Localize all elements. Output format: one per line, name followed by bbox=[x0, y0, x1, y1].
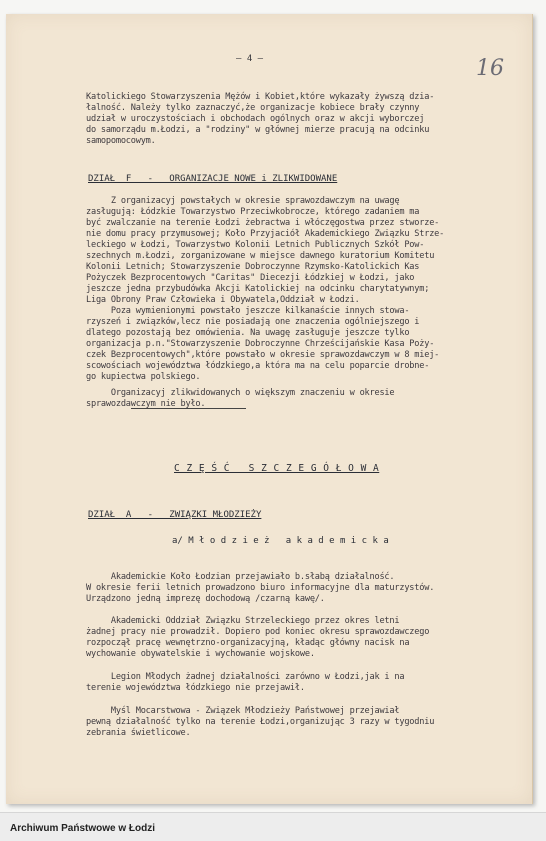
paragraph-line: wychowanie obywatelskie i wychowanie wojskowe. bbox=[86, 649, 315, 659]
section-f-line: scowościach województwa łódzkiego,a która ma na celu poparcie drobne- bbox=[86, 361, 430, 371]
part-title: C Z Ę Ś Ć S Z C Z E G Ó Ł O W A bbox=[174, 463, 380, 474]
paragraph-line: zebrania świetlicowe. bbox=[86, 728, 191, 738]
section-f-line: Pożyczek Bezprocentowych "Caritas" Diecezji Łódzkiej w Łodzi, jako bbox=[86, 273, 415, 283]
intro-line: Katolickiego Stowarzyszenia Mężów i Kobiet,które wykazały żywszą dzia- bbox=[86, 92, 435, 102]
paragraph-line: Akademickie Koło Łodzian przejawiało b.słabą działalność. bbox=[86, 572, 395, 582]
section-f-line: sprawozdawczym nie było. bbox=[86, 399, 206, 409]
section-f-line: Z organizacyj powstałych w okresie sprawozdawczym na uwagę bbox=[86, 196, 400, 206]
section-f-line: być zwalczanie na terenie Łodzi żebractwa i włóczęgostwa przez stworze- bbox=[86, 218, 440, 228]
section-f-line: leckiego w Łodzi, Towarzystwo Kolonii Letnich Publicznych Szkół Pow- bbox=[86, 240, 425, 250]
section-a-subheading: a/ M ł o d z i e ż a k a d e m i c k a bbox=[172, 536, 389, 546]
section-f-line: Liga Obrony Praw Człowieka i Obywatela,Oddział w Łodzi. bbox=[86, 295, 360, 305]
handwritten-folio-number: 16 bbox=[476, 56, 504, 81]
section-divider bbox=[131, 408, 246, 409]
archive-name: Archiwum Państwowe w Łodzi bbox=[10, 823, 156, 834]
archive-footer bbox=[0, 812, 546, 841]
intro-line: łalność. Należy tylko zaznaczyć,że organizacje kobiece brały czynny bbox=[86, 103, 420, 113]
paragraph-line: pewną działalność tylko na terenie Łodzi,organizując 3 razy w tygodniu bbox=[86, 717, 435, 727]
paragraph-line: rozpoczął pracę wewnętrzno-organizacyjną, kładąc główny nacisk na bbox=[86, 638, 410, 648]
intro-line: samopomocowym. bbox=[86, 136, 156, 146]
section-f-line: go kupiectwa polskiego. bbox=[86, 372, 201, 382]
section-f-line: Kolonii Letnich; Stowarzyszenie Dobroczynne Rzymsko-Katolickich Kas bbox=[86, 262, 420, 272]
section-f-line: szechnych m.Łodzi, zorganizowane w miejsce dawnego kuratorium Komitetu bbox=[86, 251, 435, 261]
paragraph-line: Myśl Mocarstwowa - Związek Młodzieży Państwowej przejawiał bbox=[86, 706, 400, 716]
paragraph-line: żadnej pracy nie prowadził. Dopiero pod koniec okresu sprawozdawczego bbox=[86, 627, 430, 637]
section-f-line: nie domu pracy przymusowej; Koło Przyjaciół Akademickiego Związku Strze- bbox=[86, 229, 445, 239]
paragraph-line: Urządzono jedną imprezę dochodową /czarną kawę/. bbox=[86, 594, 325, 604]
section-f-line: dlatego pozostają bez omówienia. Na uwagę zasługuje jeszcze tylko bbox=[86, 328, 410, 338]
section-f-line: organizacja p.n."Stowarzyszenie Dobroczynne Chrześcijańskie Kasa Poży- bbox=[86, 339, 435, 349]
document-page bbox=[6, 14, 533, 804]
section-f-line: czek Bezprocentowych",które powstało w okresie sprawozdawczym w 8 miej- bbox=[86, 350, 440, 360]
section-f-line: Poza wymienionymi powstało jeszcze kilkanaście innych stowa- bbox=[86, 306, 410, 316]
paragraph-line: Legion Młodych żadnej działalności zarówno w Łodzi,jak i na bbox=[86, 672, 405, 682]
paragraph-line: Akademicki Oddział Związku Strzeleckiego przez okres letni bbox=[86, 616, 400, 626]
section-f-heading: DZIAŁ F - ORGANIZACJE NOWE i ZLIKWIDOWANE bbox=[88, 174, 338, 184]
section-a-heading: DZIAŁ A - ZWIĄZKI MŁODZIEŻY bbox=[88, 510, 262, 520]
section-f-line: jeszcze jedna przybudówka Akcji Katolickiej na odcinku charytatywnym; bbox=[86, 284, 430, 294]
intro-line: udział w uroczystościach i obchodach ogólnych oraz w akcji wyborczej bbox=[86, 114, 425, 124]
paragraph-line: terenie województwa łódzkiego nie przejawił. bbox=[86, 683, 305, 693]
section-f-line: zasługują: Łódzkie Towarzystwo Przeciwkobrocze, którego zadaniem ma bbox=[86, 207, 420, 217]
paragraph-line: W okresie ferii letnich prowadzono biuro informacyjne dla maturzystów. bbox=[86, 583, 435, 593]
section-f-line: Organizacyj zlikwidowanych o większym znaczeniu w okresie bbox=[86, 388, 395, 398]
intro-line: do samorządu m.Łodzi, a "rodziny" w głównej mierze pracują na odcinku bbox=[86, 125, 430, 135]
page-number: — 4 — bbox=[236, 54, 264, 64]
section-f-line: rzyszeń i związków,lecz nie posiadają one znaczenia ogólniejszego i bbox=[86, 317, 420, 327]
